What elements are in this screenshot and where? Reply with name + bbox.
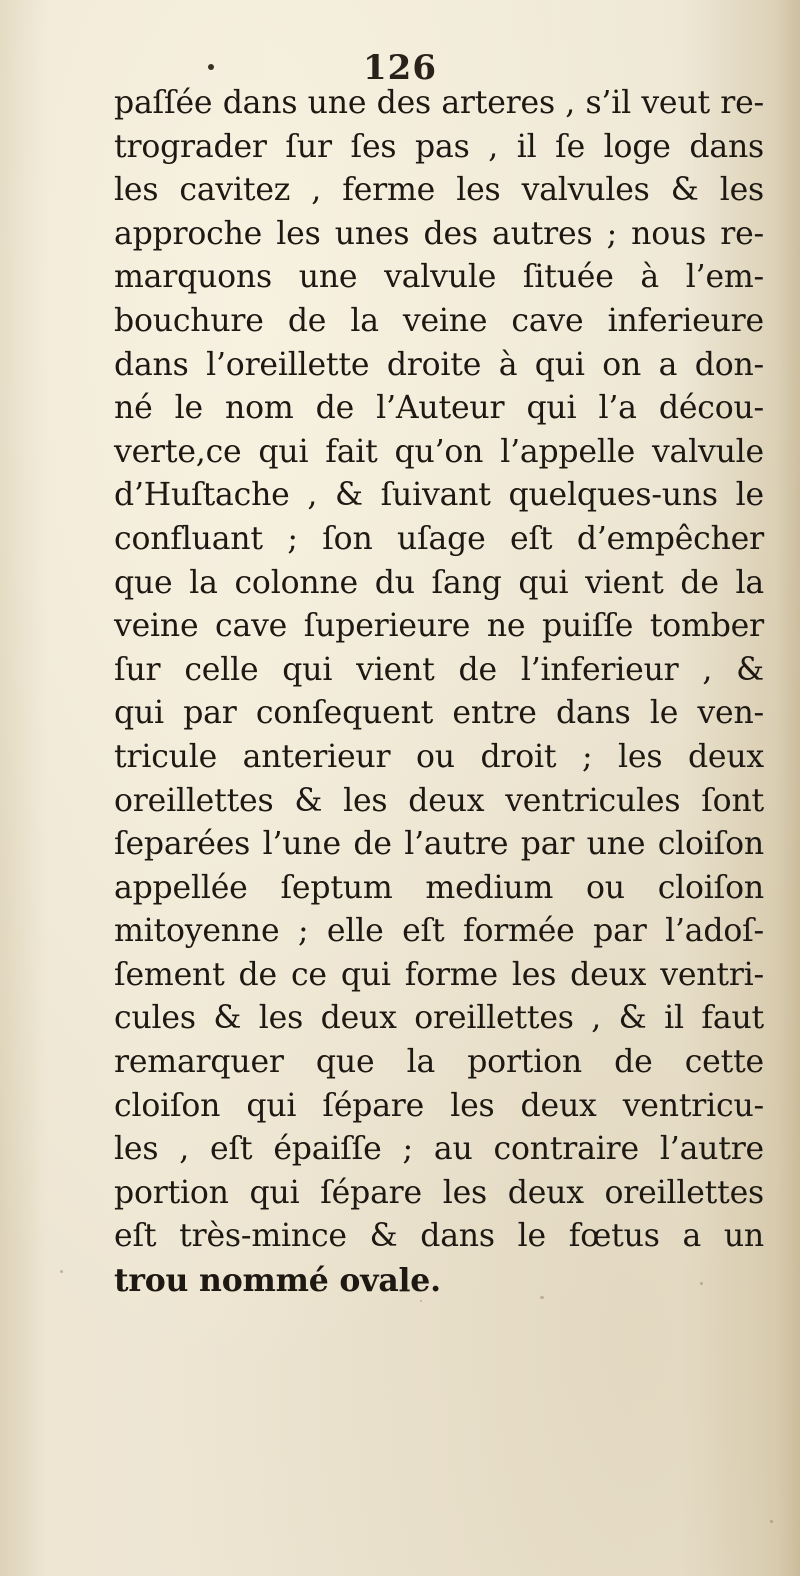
text-line: tricule anterieur ou droit ; les deux <box>114 738 764 775</box>
paper-speck <box>770 1520 773 1523</box>
text-line: portion qui ſépare les deux oreillettes <box>114 1174 764 1211</box>
page-number: 126 <box>363 48 437 88</box>
text-line: les cavitez , ferme les valvules & les <box>114 172 764 209</box>
text-line: né le nom de l’Auteur qui l’a décou- <box>114 390 764 427</box>
text-line: que la colonne du ſang qui vient de la <box>114 564 764 601</box>
text-line: veine cave ſuperieure ne puiſſe tomber <box>114 608 764 645</box>
text-line: les , eſt épaiſſe ; au contraire l’autre <box>114 1131 764 1168</box>
text-line: trograder ſur ſes pas , il ſe loge dans <box>114 128 764 165</box>
body-text <box>114 82 764 1303</box>
text-line: oreillettes & les deux ventricules ſont <box>114 782 764 819</box>
text-line: bouchure de la veine cave inferieure <box>114 302 764 339</box>
text-line: dans l’oreillette droite à qui on a don- <box>114 346 764 383</box>
text-line: approche les unes des autres ; nous re- <box>114 215 764 252</box>
text-line: qui par conſequent entre dans le ven- <box>114 695 764 732</box>
text-line: appellée ſeptum medium ou cloiſon <box>114 869 764 906</box>
text-line: eſt très-mince & dans le fœtus a un <box>114 1218 764 1255</box>
text-line: cloiſon qui ſépare les deux ventricu- <box>114 1087 764 1124</box>
text-line: marquons une valvule ſituée à l’em- <box>114 259 764 296</box>
text-line: mitoyenne ; elle eſt formée par l’adoſ- <box>114 913 764 950</box>
text-line: cules & les deux oreillettes , & il faut <box>114 1000 764 1037</box>
text-line: remarquer que la portion de cette <box>114 1044 764 1081</box>
text-line: ſur celle qui vient de l’inferieur , & <box>114 651 764 688</box>
text-line-last: trou nommé ovale. <box>114 1262 441 1300</box>
text-line: paſſée dans une des arteres , s’il veut re- <box>114 85 764 121</box>
text-line: ſement de ce qui forme les deux ventri- <box>114 956 764 993</box>
paper-speck <box>60 1270 63 1273</box>
text-line: ſeparées l’une de l’autre par une cloiſon <box>114 826 764 863</box>
text-line: d’Huſtache , & ſuivant quelques-uns le <box>114 477 764 514</box>
text-line: confluant ; ſon uſage eſt d’empêcher <box>114 520 764 557</box>
text-line: verte,ce qui fait qu’on l’appelle valvule <box>114 433 764 470</box>
